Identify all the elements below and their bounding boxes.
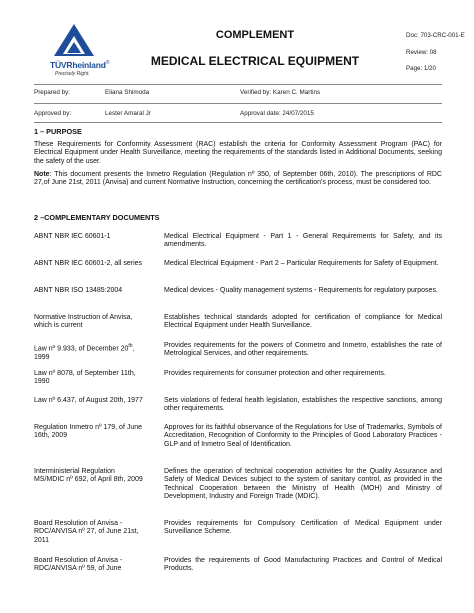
review-number: Review: 08 (406, 49, 437, 56)
prepared-label: Prepared by: (34, 89, 71, 96)
document-reference: Regulation Inmetro nº 179, of June 16th, 2009 (34, 424, 143, 440)
header-divider (34, 84, 442, 85)
document-description: Provides the requirements of Good Manufacturing Practices and Control of Medical Products. (164, 557, 442, 573)
note-paragraph (34, 171, 442, 188)
document-description: Provides requirements for consumer protection and other requirements. (164, 370, 386, 377)
document-description: Approves for its faithful observance of the Regulations for Use of Trademarks, Symbols of Accreditation, Recognition of Conformity to the Principles of Good Laboratory Practices - GLP and of Inmetro Seal of Identification. (164, 424, 442, 448)
section-heading-purpose: 1 – PURPOSE (34, 127, 82, 136)
purpose-text: These Requirements for Conformity Assessment (RAC) establish the criteria for Conformity Assessment Program (PAC) for Electrical Equipment under Health Surveillance, meeting the requirements of the standards listed in Additional Documents, seeking the safety of the user. (34, 141, 442, 165)
approved-name: Lester Amaral Jr (105, 110, 151, 117)
verified-by: Verified by: Karen C. Martins (240, 89, 321, 96)
note-text: : This document presents the Inmetro Regulation (Regulation nº 350, of September 06th, 2010). The prescriptions of RDC 27,of June 21st, 2011 (Anvisa) and current Normative Instruction, concerning the certification's process, must be considered too. (34, 171, 442, 187)
document-description: Defines the operation of technical cooperation activities for the Quality Assurance and Safety of Medical Devices subject to the system of sanitary control, as provided in the Technical Cooperation between the Ministry of Health (MOH) and Ministry of Development, Industry and Foreign Trade (MDIC). (164, 468, 442, 501)
purpose-paragraph (34, 141, 442, 166)
approval-date: Approval date: 24/07/2015 (240, 110, 314, 117)
note-label: Note (34, 171, 50, 178)
document-description: Provides requirements for Compulsory Certification of Medical Equipment under Surveillance Scheme. (164, 520, 442, 536)
document-description: Provides requirements for the powers of Conmetro and Inmetro, establishes the rate of Metrological Services, and other requirements. (164, 342, 442, 358)
doc-number: Doc: 703-CRC-001-E (406, 32, 465, 39)
document-title: MEDICAL ELECTRICAL EQUIPMENT (150, 54, 360, 68)
page-number: Page: 1/20 (406, 65, 436, 72)
document-description: Medical Electrical Equipment - Part 1 - General Requirements for Safety, and its amendments. (164, 233, 442, 249)
logo-wordmark: TÜVRheinland® (50, 60, 110, 70)
document-reference: ABNT NBR IEC 60601-1 (34, 233, 111, 240)
section-heading-complementary: 2 –COMPLEMENTARY DOCUMENTS (34, 213, 160, 222)
document-reference: Law nº 9.933, of December 20th, 1999 (34, 343, 135, 361)
document-reference: Interministerial Regulation MS/MDIC nº 692, of April 8th, 2009 (34, 468, 143, 484)
document-reference: Law nº 6.437, of August 20th, 1977 (34, 397, 143, 404)
document-reference: Board Resolution of Anvisa - RDC/ANVISA nº 59, of June (34, 557, 123, 573)
document-reference: ABNT NBR ISO 13485:2004 (34, 287, 123, 294)
document-description: Sets violations of federal health legislation, establishes the respective sanctions, among other requirements. (164, 397, 442, 413)
document-category: COMPLEMENT (215, 29, 295, 41)
signoff-divider (34, 103, 442, 104)
signoff-divider-2 (34, 122, 442, 123)
prepared-name: Eliana Shimoda (105, 89, 150, 96)
approved-label: Approved by: (34, 110, 72, 117)
document-description: Medical Electrical Equipment - Part 2 – Particular Requirements for Safety of Equipment. (164, 260, 439, 267)
document-reference: Law nº 8078, of September 11th, 1990 (34, 370, 136, 386)
logo-tagline: Precisely Right. (55, 71, 90, 77)
document-description: Medical devices - Quality management systems - Requirements for regulatory purposes. (164, 287, 438, 294)
document-reference: ABNT NBR IEC 60601-2, all series (34, 260, 143, 267)
document-reference: Normative Instruction of Anvisa, which is current (34, 314, 133, 330)
document-reference: Board Resolution of Anvisa - RDC/ANVISA nº 27, of June 21st, 2011 (34, 520, 139, 544)
document-description: Establishes technical standards adopted for certification of compliance for Medical Electrical Equipment under Health Surveillance. (164, 314, 442, 330)
